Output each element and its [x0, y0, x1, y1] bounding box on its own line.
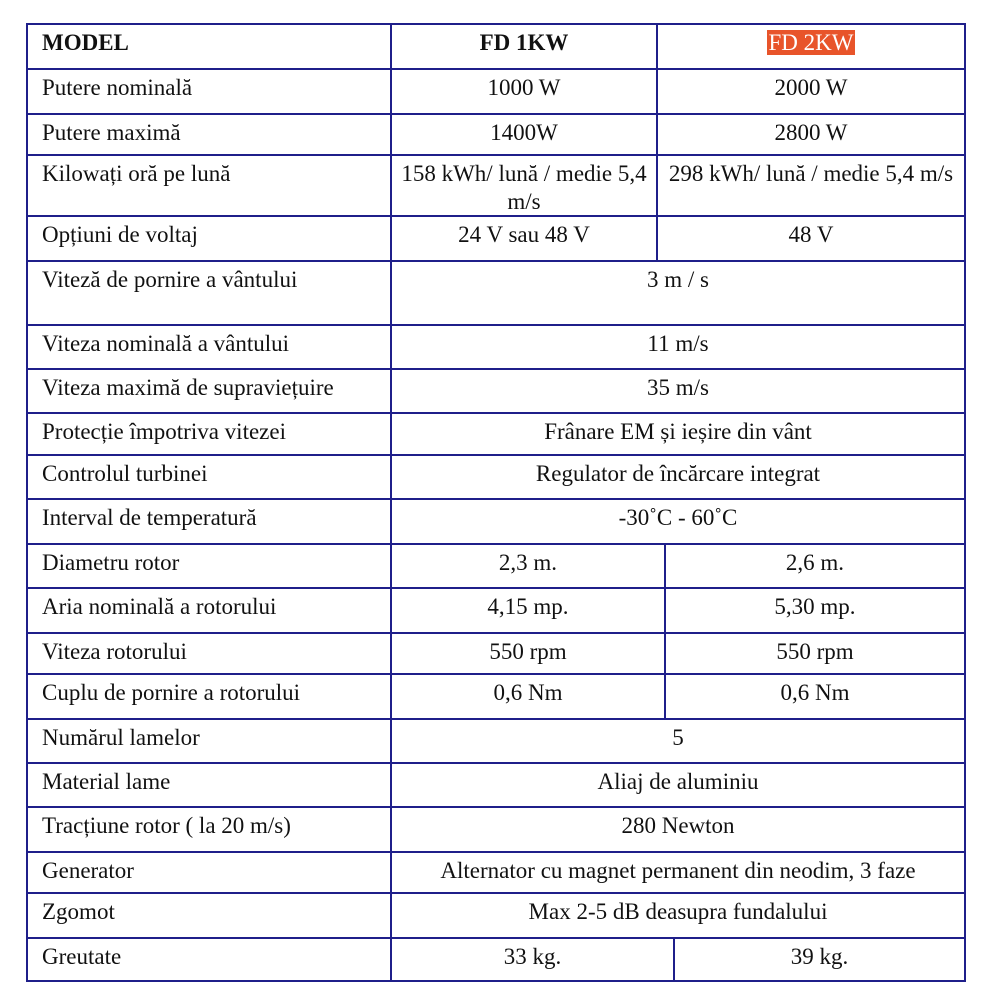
row-label: Cuplu de pornire a rotorului [28, 675, 392, 718]
fd1-value: 158 kWh/ lună / medie 5,4 m/s [392, 156, 658, 215]
shared-value: 5 [672, 725, 684, 750]
table-row [26, 851, 966, 892]
table-row [26, 892, 966, 937]
row-label: Controlul turbinei [28, 456, 392, 498]
table-row [26, 762, 966, 806]
table-row [26, 68, 966, 113]
shared-value: -30˚C - 60˚C [618, 505, 738, 530]
shared-value: 3 m / s [647, 267, 709, 292]
row-label: Viteza maximă de supraviețuire [28, 370, 392, 412]
shared-value: 35 m/s [647, 375, 709, 400]
table-row [26, 454, 966, 498]
model-header: MODEL [28, 25, 392, 68]
shared-value: Aliaj de aluminiu [597, 769, 759, 794]
table-row [26, 324, 966, 368]
table-row [26, 937, 966, 982]
fd2-value: 2800 W [774, 120, 848, 145]
fd1-value: 0,6 Nm [392, 675, 666, 718]
table-row [26, 215, 966, 260]
fd2-header-cell [658, 25, 964, 68]
row-label: Generator [28, 853, 392, 892]
fd2-value: 0,6 Nm [780, 680, 850, 705]
row-label: Zgomot [28, 894, 392, 937]
row-label: Diametru rotor [28, 545, 392, 587]
table-header-row [26, 23, 966, 68]
fd2-header: FD 2KW [768, 30, 854, 55]
table-row [26, 260, 966, 324]
table-row [26, 412, 966, 454]
row-label: Kilowați oră pe lună [28, 156, 392, 215]
fd1-value: 1000 W [392, 70, 658, 113]
row-label: Aria nominală a rotorului [28, 589, 392, 632]
fd1-value: 2,3 m. [392, 545, 666, 587]
shared-value: 280 Newton [621, 813, 735, 838]
fd1-value: 1400W [392, 115, 658, 154]
table-row [26, 632, 966, 673]
fd1-value: 4,15 mp. [392, 589, 666, 632]
row-label: Opțiuni de voltaj [28, 217, 392, 260]
row-label: Tracțiune rotor ( la 20 m/s) [28, 808, 392, 851]
row-label: Viteza rotorului [28, 634, 392, 673]
shared-value: Alternator cu magnet permanent din neodim, 3 faze [440, 858, 916, 883]
fd2-value: 2,6 m. [785, 550, 845, 575]
shared-value: 11 m/s [647, 331, 709, 356]
row-label: Material lame [28, 764, 392, 806]
table-row [26, 154, 966, 215]
row-label: Numărul lamelor [28, 720, 392, 762]
fd1-value: 24 V sau 48 V [392, 217, 658, 260]
table-row [26, 368, 966, 412]
fd1-header: FD 1KW [392, 25, 658, 68]
fd2-value: 298 kWh/ lună / medie 5,4 m/s [668, 161, 954, 186]
row-label: Viteză de pornire a vântului [28, 262, 392, 324]
row-label: Protecție împotriva vitezei [28, 414, 392, 454]
row-label: Greutate [28, 939, 392, 980]
fd2-value: 39 kg. [790, 944, 849, 969]
fd1-value: 550 rpm [392, 634, 666, 673]
fd2-value: 48 V [788, 222, 834, 247]
table-row [26, 673, 966, 718]
shared-value: Max 2-5 dB deasupra fundalului [528, 899, 828, 924]
shared-value: Regulator de încărcare integrat [535, 461, 821, 486]
row-label: Putere nominală [28, 70, 392, 113]
row-label: Viteza nominală a vântului [28, 326, 392, 368]
fd1-value: 33 kg. [392, 939, 675, 980]
table-row [26, 718, 966, 762]
shared-value: Frânare EM și ieșire din vânt [544, 419, 812, 444]
fd2-value: 550 rpm [776, 639, 854, 664]
table-row [26, 498, 966, 543]
fd2-value: 2000 W [774, 75, 848, 100]
table-row [26, 543, 966, 587]
table-row [26, 806, 966, 851]
table-row [26, 113, 966, 154]
row-label: Putere maximă [28, 115, 392, 154]
table-row [26, 587, 966, 632]
row-label: Interval de temperatură [28, 500, 392, 543]
fd2-value: 5,30 mp. [774, 594, 856, 619]
